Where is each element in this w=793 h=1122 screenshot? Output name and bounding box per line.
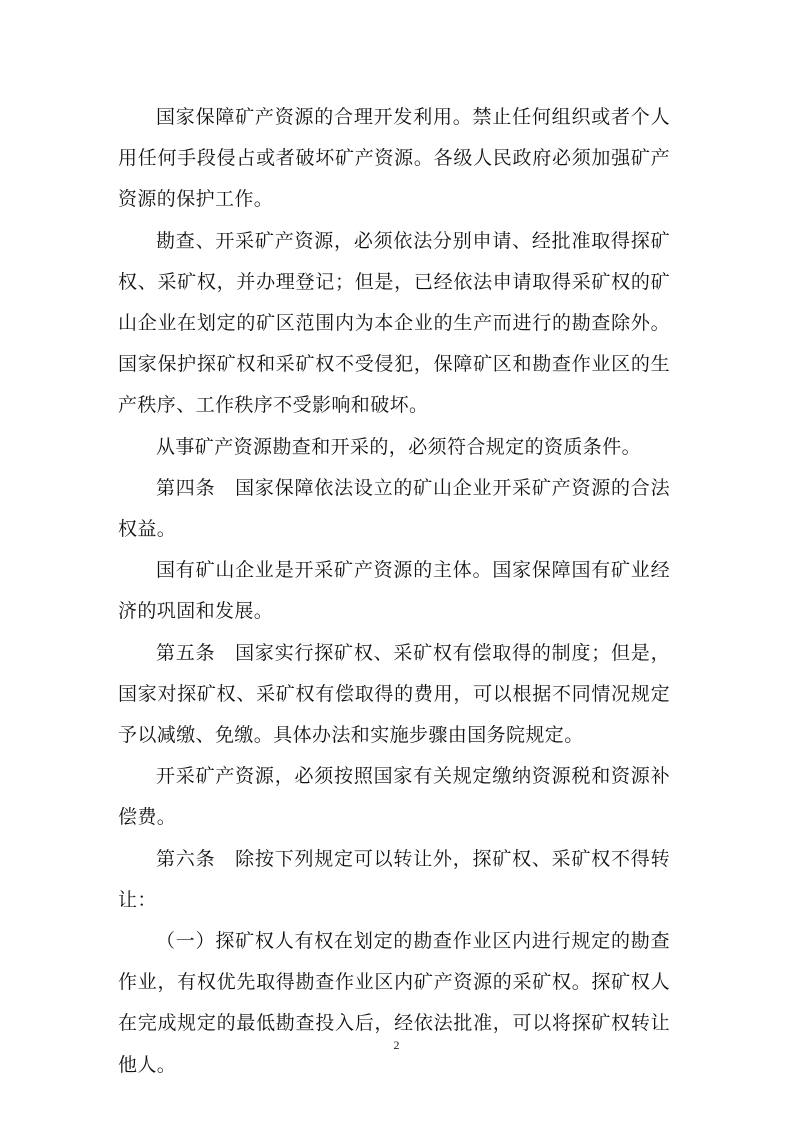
paragraph-resource-tax: 开采矿产资源，必须按照国家有关规定缴纳资源税和资源补偿费。 [118, 765, 670, 829]
paragraph-article-4: 第四条 国家保障依法设立的矿山企业开采矿产资源的合法权益。 [118, 476, 670, 541]
paragraph-qualification: 从事矿产资源勘查和开采的，必须符合规定的资质条件。 [156, 435, 642, 458]
paragraph-article-5: 第五条 国家实行探矿权、采矿权有偿取得的制度；但是，国家对探矿权、采矿权有偿取得的费用，可以根据不同情况规定予以减缴、免缴。具体办法和实施步骤由国务院规定。 [118, 641, 670, 747]
paragraph-resource-protection: 国家保障矿产资源的合理开发利用。禁止任何组织或者个人用任何手段侵占或者破坏矿产资源。各级人民政府必须加强矿产资源的保护工作。 [118, 106, 670, 211]
document-body [118, 97, 670, 1086]
paragraph-exploration-rights: 勘查、开采矿产资源，必须依法分别申请、经批准取得探矿权、采矿权，并办理登记；但是，已经依法申请取得采矿权的矿山企业在划定的矿区范围内为本企业的生产而进行的勘查除外。国家保护探矿权和采矿权不受侵犯，保障矿区和勘查作业区的生产秩序、工作秩序不受影响和破坏。 [118, 229, 670, 417]
paragraph-article-6-item-1: （一）探矿权人有权在划定的勘查作业区内进行规定的勘查作业，有权优先取得勘查作业区内矿产资源的采矿权。探矿权人在完成规定的最低勘查投入后，经依法批准，可以将探矿权转让他人。 [118, 930, 670, 1076]
page-number: 2 [393, 1038, 400, 1052]
paragraph-state-owned-enterprises: 国有矿山企业是开采矿产资源的主体。国家保障国有矿业经济的巩固和发展。 [118, 559, 670, 623]
paragraph-article-6: 第六条 除按下列规定可以转让外，探矿权、采矿权不得转让： [118, 847, 670, 911]
